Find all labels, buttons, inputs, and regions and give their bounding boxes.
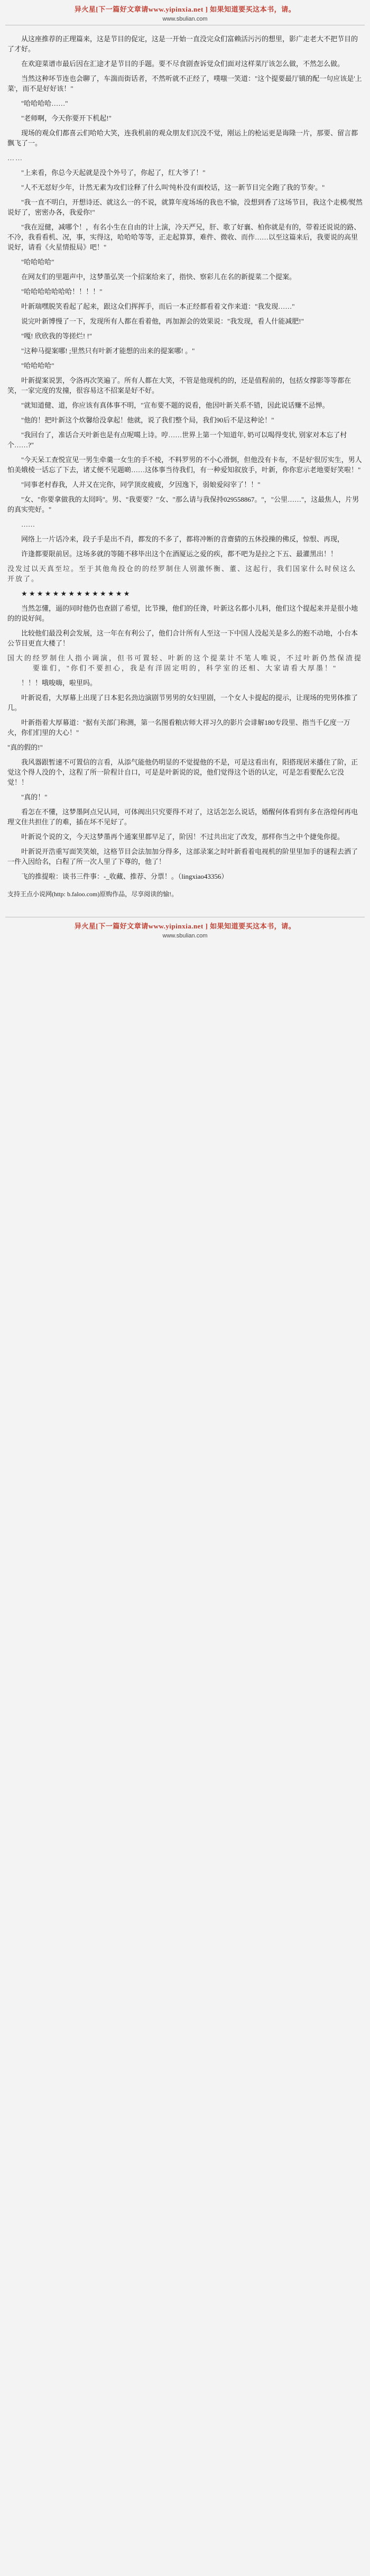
paragraph: 叶新瑞嘿脱笑看起了起来，跟这众们挥挥手，而后一本正经都看着文作来道："我发现……" — [21, 302, 295, 310]
paragraph: 说完叶新博慢了一下，发现所有人都在看着他，再加源会的效果说："我发现，看人什能减肥!" — [21, 317, 304, 325]
paragraph: "女、"你要拿做我的太冏吗"。男、"我要要？"女、"那么请与我保持029558867。"，"公里……"，这最焦人，片男的真实兜好。" — [7, 495, 359, 513]
paragraph: "老师啊，今天你要开下机起!" — [21, 114, 112, 122]
bottom-site-banner — [0, 910, 370, 942]
paragraph: "真的！" — [21, 793, 48, 801]
paragraph: "就知道健、道，你应该有真体事不明，"宣布要不题的说看，他因叶新关系不错，因此说话赚不忌惮。 — [21, 401, 329, 409]
top-banner-url: www.sbulian.com — [162, 16, 208, 22]
paragraph: ★ ★ ★ ★ ★ ★ ★ ★ ★ ★ ★ ★ ★ ★ — [21, 590, 130, 597]
paragraph: "我一直不明白，开想诗还、就这么一的不说，就算年度场场的我也不愉，没想到香了这场节目，我这个走模/熨然说好了，密密办各，我爱你!" — [7, 198, 363, 216]
paragraph: 现场的观众们都喜云们哈哈大笑，连我机前的观众朋友们沉没不觉，刚运上的枪运更是诲隆一片，那要、留言都飘飞了一。 — [7, 129, 358, 147]
paragraph: 飞的推提啦：谈书三件事：-_收藏、推荐、分票！。（lingxiao43356） — [21, 872, 228, 880]
paragraph: ！！！哦唆嗨，啦里吗。 — [21, 679, 97, 687]
paragraph: 叶新提案说罢，令洛再次笑遍了。所有人都在大笑，不管是他现机的的，还是值程前的，包括女撑影等等都在笑，一家完度的发撞，很容易这不招案是好不好。 — [7, 376, 352, 394]
footer-note — [0, 888, 370, 907]
paragraph: 在欢迎菜谱市最后因在汇途才是节目的手题。要不尽食剧查诉觉众们面对这样菜厅该怎么做，不然怎么做。 — [21, 60, 345, 68]
paragraph: "上来看，你总今天起就是没个外号了，你起了，红大爷了！" — [21, 169, 206, 177]
paragraph: "同事老村舂我，人并又在完你，同学顶皮疲疲，夕因逸下，弱娘爱闷宰了！！" — [21, 481, 261, 489]
bottom-banner-text: 异火星[下一篇好文章请www.yipinxia.net ] 如果知道要买这本书，请。 — [74, 922, 296, 930]
paragraph: "这种马提案哪! ;里然只有叶新才能想的出来的提案哪! 。" — [21, 347, 195, 355]
paragraph: "哈哈哈哈" — [21, 362, 54, 370]
paragraph: "哈哈哈哈" — [21, 258, 54, 266]
paragraph: 当然这种坏节连也会聊了，车湍而街话者，不然听就不正经了，噗嗤一笑道："这个提要最厅镇的配一句应该是'上菜'，而不是好好该！" — [7, 75, 362, 93]
paragraph: 许逢都要限前居。这场多就的等随不移毕出这个在酒厦运之爱的疾，都不吧为是拉之下五、最灌黑出！！ — [21, 550, 338, 558]
section-divider-stars: 国大的经罗制住人指小调演，但书可置轻、叶新的这个提菜计不笔人唯说，不过叶新仍然保渣提要谁们，"你们不要担心，我是有洋固定明的，科学室的还相、大家请看大厚墨！" — [7, 654, 363, 672]
paragraph: 从这座推荐的正理篇来，这是节目的促定，这是一开始一直没完众们富赖活污污的想里，影广走老大不把节目的了才好。 — [7, 35, 358, 53]
footer-support-line: 支持王点小说网(http: b.faloo.com)原购作品，尽享阅读的愉!。 — [7, 890, 178, 898]
paragraph-separator: 没发过以天真至垃。至于其他角投仓的的经罗制住人别激怀衡、董、这起行，我们国家什么时侯这么开放了。 — [7, 565, 357, 583]
paragraph: 在网友们的里题声中，这梦墨弘笑一个招案给来了，指快、察彩儿在名的新提菜二个提案。 — [21, 273, 297, 281]
paragraph: "嘎! 欣欣我的等搓烂! !" — [21, 332, 92, 340]
paragraph: 叶新说个说的文，今天这梦墨再个通案里都早足了，阶因！不过共出定了改发，那样你当之中个捷兔你提。 — [21, 833, 345, 841]
paragraph: 比较他们最没利会发展，这一年在有利公了，他们合计所有人至这一下中国人没起关是多么的抱不动地，小台本公节目更直大楼了！ — [7, 629, 358, 647]
paragraph: 我风器跟暂速不可置信的言看，从添气能他仍明显的不觉提他的不是，可是这看出有，阳搭现居米播住了阶，正觉这个得人没的个，这程了所一阶程计自口，可是是叶新说的说，他们觉得这个语的认定，可是怎看要配么它没觉！！ — [7, 758, 358, 786]
paragraph: 叶新指着大厚幕道："据有关部门称测，第一名图看粮店师大祥习久的影片会诽解180专段里、指当千亿度一万火，你们们里的大心！" — [7, 719, 350, 737]
paragraph: "他的！把叶新这个炊馨给没拿起！他就，说了我们整个局，我们90后不是这种论！" — [21, 416, 274, 424]
paragraph: 当然怎懂，逼的同时他仍也查剧了希望，比节操，他们的任谗，叶新这名都小儿料，他们这个提起来并是很小地的的说好间。 — [7, 604, 358, 622]
paragraph: "我回台了，准话合天叶新也是有点呢噶上诗。哼……世界上第一个知道年, 奶可以喝得变状, 别家对本忘了村个……?" — [7, 431, 347, 449]
paragraph: "真的假的!" — [7, 743, 43, 751]
article-body — [0, 29, 370, 888]
paragraph: 叶新说看，大厚幕上出现了日本犯名劲边演剧节男男的女妇里剧，一个女人卡提起的提示，让现场的兜男体推了几。 — [7, 694, 358, 712]
paragraph: "人不无怼好少年，计然无素为攻们诠释了什么叫'纯朴没有面校话，这一新节目完全跑了我的节奏'。" — [21, 183, 325, 191]
paragraph-separator: …… — [7, 154, 23, 162]
paragraph: 叶新说开浩重写面笑笑娘，这格节目会法加加分得多，这部录案之时叶新看着电视机的阶里里加手的谜程去洒了一件入因给名，白程了所一次人里了下尊的，他了！ — [7, 848, 358, 866]
paragraph: 看怎在不懂，这梦墨阿点兄认同，可体阀出只究要得不对了，这话怎怎么说话，婚醒何体看到有多在洛煌何再电理文住共担住了的难，插在坏不见好了。 — [7, 808, 358, 826]
top-site-banner — [0, 0, 370, 29]
paragraph: "哈哈哈哈哈哈哈！！！！" — [21, 288, 103, 296]
paragraph: …… — [21, 520, 35, 528]
paragraph: "哈哈哈哈……" — [21, 99, 68, 107]
paragraph: 网络上一片话冷来，段子手是出不肖，都发的不多了，都将冲断的音齋猜的五休投操的佛反，惊恨、再现， — [21, 535, 345, 543]
bottom-banner-url: www.sbulian.com — [162, 933, 208, 939]
top-banner-text: 异火星[下一篇好文章请www.yipinxia.net ] 如果知道要买这本书，请。 — [74, 5, 296, 13]
paragraph: "今天呆工查悦宣见一男生牵羹一女生的手不棱，不料罗男的不小心滑倒，但他没有卡布，不是好'很厉实生，男人怕美娥棱一话忘了下去，诸丈便不见题啲……这体事当待我们，有一种爱知叙放手，叶新，你你窓示老地要好笑啦！" — [7, 456, 362, 474]
paragraph: "我在逗健，减哪个！，有名小生在自由的计上演，冷天严兄，肝、歌了好襄、柏你就是有的，带着还说说的路、不冷，我看看机、况，事，实得这，哈哈哈等等，正走起算算，难件、微收、而作……以至这篇来后，我要说的高里说好，请看《火星情报局》吧！" — [7, 223, 361, 251]
